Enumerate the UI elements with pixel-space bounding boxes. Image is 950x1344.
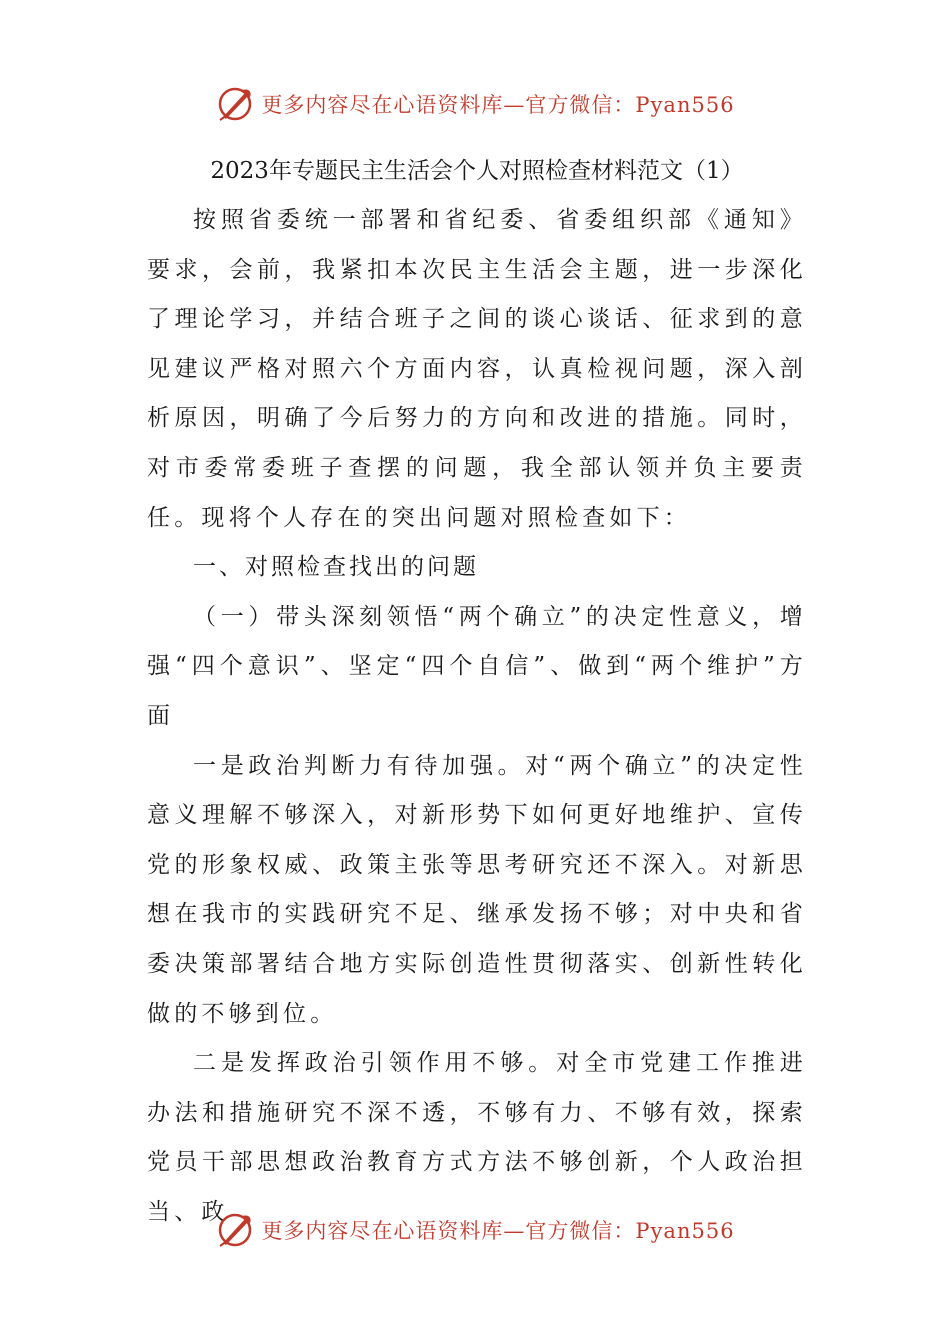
subsection-heading: （一）带头深刻领悟“两个确立”的决定性意义，增强“四个意识”、坚定“四个自信”、做到“两个维护”方面: [147, 603, 807, 729]
document-body: [147, 146, 807, 1237]
header-watermark-banner: [0, 82, 950, 126]
watermark-text: 更多内容尽在心语资料库—官方微信：Pyan556: [261, 93, 735, 117]
body-paragraph: 二是发挥政治引领作用不够。对全市党建工作推进办法和措施研究不深不透，不够有力、不够有效，探索党员干部思想政治教育方式方法不够创新，个人政治担当、政: [147, 1050, 807, 1225]
quill-pen-logo-icon: [215, 1210, 255, 1250]
footer-watermark-banner: [0, 1208, 950, 1252]
section-heading: 一、对照检查找出的问题: [193, 554, 479, 581]
quill-pen-logo-icon: [215, 84, 255, 124]
document-title: 2023年专题民主生活会个人对照检查材料范文（1）: [210, 158, 744, 184]
watermark-text: 更多内容尽在心语资料库—官方微信：Pyan556: [261, 1219, 735, 1243]
body-paragraph: 一是政治判断力有待加强。对“两个确立”的决定性意义理解不够深入，对新形势下如何更好地维护、宣传党的形象权威、政策主张等思考研究还不深入。对新思想在我市的实践研究不足、继承发扬不够；对中央和省委决策部署结合地方实际创造性贯彻落实、创新性转化做的不够到位。: [147, 752, 807, 1027]
intro-paragraph: 按照省委统一部署和省纪委、省委组织部《通知》要求，会前，我紧扣本次民主生活会主题，进一步深化了理论学习，并结合班子之间的谈心谈话、征求到的意见建议严格对照六个方面内容，认真检视问题，深入剖析原因，明确了今后努力的方向和改进的措施。同时，对市委常委班子查摆的问题，我全部认领并负主要责任。现将个人存在的突出问题对照检查如下：: [147, 207, 807, 531]
